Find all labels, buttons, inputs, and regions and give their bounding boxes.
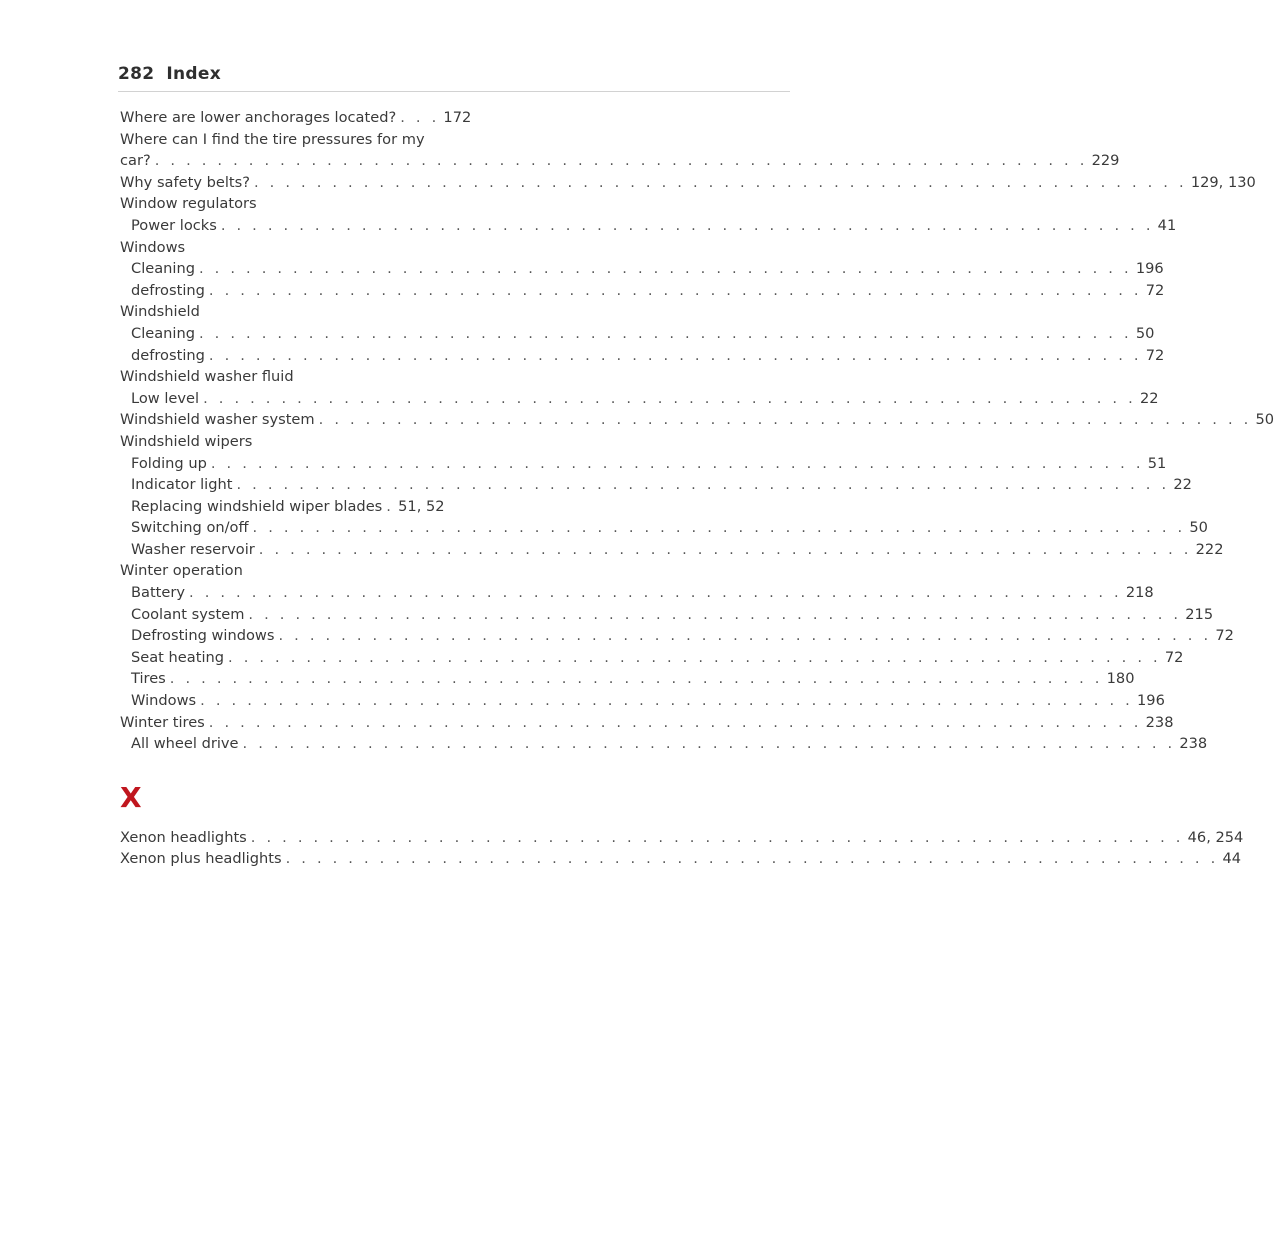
index-entry: [120, 107, 472, 129]
entry-label: Indicator light: [131, 476, 233, 494]
index-subentry: [120, 280, 1165, 302]
index-subentry: [120, 258, 1164, 280]
entry-page: 41: [1157, 216, 1177, 234]
leader-dots: . . . . . . . . . . . . . . . . . . . . . . . . . . . . . . . . . . . . . . . . . . . . . . . . . . . . . . . . . . . .: [258, 540, 1192, 558]
entry-label: defrosting: [131, 346, 205, 364]
index-list-x: [120, 827, 1244, 870]
index-list-w: [120, 107, 1274, 755]
index-entry: [120, 848, 1242, 870]
index-subentry: [120, 647, 1184, 669]
entry-label: Battery: [131, 584, 186, 602]
entry-label: Switching on/off: [131, 519, 249, 537]
leader-dots: . . . . . . . . . . . . . . . . . . . . . . . . . . . . . . . . . . . . . . . . . . . . . . . . . . . . . . . . . . . .: [253, 173, 1187, 191]
entry-page: 180: [1106, 670, 1135, 688]
entry-label: Windows: [131, 692, 197, 710]
leader-dots: . . . . . . . . . . . . . . . . . . . . . . . . . . . . . . . . . . . . . . . . . . . . . . . . . . . . . . . . . . . .: [198, 324, 1132, 342]
entry-page: 72: [1145, 346, 1165, 364]
entry-page: 22: [1173, 476, 1192, 494]
index-subentry: [120, 582, 1154, 604]
leader-dots: . . . . . . . . . . . . . . . . . . . . . . . . . . . . . . . . . . . . . . . . . . . . . . . . . . . . . . . . . . . .: [248, 605, 1182, 623]
index-entry: [120, 409, 1274, 431]
entry-label: Defrosting windows: [131, 627, 275, 645]
leader-dots: . . . . . . . . . . . . . . . . . . . . . . . . . . . . . . . . . . . . . . . . . . . . . . . . . . . . . . . . . . . .: [169, 670, 1103, 688]
entry-page: 238: [1179, 735, 1208, 753]
entry-page: 72: [1215, 627, 1234, 645]
entry-page: 215: [1185, 605, 1214, 623]
entry-label: Coolant system: [131, 605, 245, 623]
index-entry: [120, 827, 1244, 849]
index-entry: [120, 150, 1120, 172]
leader-dots: . . . . . . . . . . . . . . . . . . . . . . . . . . . . . . . . . . . . . . . . . . . . . . . . . . . . . . . . . . . .: [198, 260, 1132, 278]
index-subentry: [120, 517, 1208, 539]
leader-dots: . . . . . . . . . . . . . . . . . . . . . . . . . . . . . . . . . . . . . . . . . . . . . . . . . . . . . . . . . . . .: [208, 281, 1142, 299]
index-subentry: [120, 668, 1135, 690]
page-number: 282: [118, 64, 155, 84]
index-heading: Windshield wipers: [120, 432, 253, 450]
leader-dots: . . . . . . . . . . . . . . . . . . . . . . . . . . . . . . . . . . . . . . . . . . . . . . . . . . . . . . . . . . . .: [200, 692, 1133, 710]
entry-page: 51, 52: [398, 497, 445, 515]
leader-dots: . . . . . . . . . . . . . . . . . . . . . . . . . . . . . . . . . . . . . . . . . . . . . . . . . . . . . . . . . . . .: [278, 627, 1212, 645]
index-subentry: [120, 690, 1165, 712]
index-subentry: [120, 345, 1165, 367]
entry-page: 22: [1139, 389, 1159, 407]
entry-label: Xenon plus headlights: [120, 850, 282, 868]
page-header: [118, 64, 221, 84]
index-column: [120, 107, 1274, 870]
leader-dots: .: [386, 497, 395, 515]
entry-page: 229: [1091, 152, 1120, 170]
entry-label: Cleaning: [131, 324, 195, 342]
leader-dots: . . . . . . . . . . . . . . . . . . . . . . . . . . . . . . . . . . . . . . . . . . . . . . . . . . . . . . . . . . . .: [250, 828, 1184, 846]
entry-label: defrosting: [131, 281, 205, 299]
leader-dots: . . . . . . . . . . . . . . . . . . . . . . . . . . . . . . . . . . . . . . . . . . . . . . . . . . . . . . . . . . . .: [228, 648, 1161, 666]
entry-label: Seat heating: [131, 648, 225, 666]
entry-page: 196: [1135, 260, 1164, 278]
entry-label: Cleaning: [131, 260, 195, 278]
entry-label: Tires: [131, 670, 166, 688]
entry-page: 50: [1135, 324, 1155, 342]
entry-label: Winter tires: [120, 713, 205, 731]
leader-dots: . . . . . . . . . . . . . . . . . . . . . . . . . . . . . . . . . . . . . . . . . . . . . . . . . . . . . . . . . . . .: [154, 152, 1088, 170]
index-heading: Winter operation: [120, 562, 243, 580]
entry-page: 218: [1125, 584, 1154, 602]
entry-label: Replacing windshield wiper blades: [131, 497, 383, 515]
entry-label: Washer reservoir: [131, 540, 255, 558]
leader-dots: . . . . . . . . . . . . . . . . . . . . . . . . . . . . . . . . . . . . . . . . . . . . . . . . . . . . . . . . . . . .: [242, 735, 1176, 753]
index-entry: [120, 172, 1256, 194]
leader-dots: . . . . . . . . . . . . . . . . . . . . . . . . . . . . . . . . . . . . . . . . . . . . . . . . . . . . . . . . . . . .: [208, 713, 1142, 731]
entry-label: car?: [120, 152, 151, 170]
leader-dots: . . . . . . . . . . . . . . . . . . . . . . . . . . . . . . . . . . . . . . . . . . . . . . . . . . . . . . . . . . . .: [318, 411, 1252, 429]
index-subentry: [120, 215, 1177, 237]
leader-dots: . . . . . . . . . . . . . . . . . . . . . . . . . . . . . . . . . . . . . . . . . . . . . . . . . . . . . . . . . . . .: [220, 216, 1154, 234]
entry-page: 222: [1195, 540, 1224, 558]
leader-dots: . . . . . . . . . . . . . . . . . . . . . . . . . . . . . . . . . . . . . . . . . . . . . . . . . . . . . . . . . . . .: [210, 454, 1144, 472]
index-heading: Window regulators: [120, 195, 257, 213]
page-title: Index: [166, 64, 221, 84]
entry-page: 46, 254: [1187, 828, 1244, 846]
index-subentry: [120, 625, 1234, 647]
index-subentry: [120, 474, 1192, 496]
entry-page: 196: [1137, 692, 1165, 710]
section-letter: X: [120, 780, 142, 814]
entry-page: 238: [1145, 713, 1174, 731]
entry-label: Power locks: [131, 216, 217, 234]
leader-dots: . . . . . . . . . . . . . . . . . . . . . . . . . . . . . . . . . . . . . . . . . . . . . . . . . . . . . . . . . . . .: [203, 389, 1136, 407]
index-heading: Windshield: [120, 303, 200, 321]
entry-page: 72: [1145, 281, 1165, 299]
header-rule: [118, 91, 790, 92]
entry-page: 129, 130: [1190, 173, 1256, 191]
index-subentry: [120, 539, 1224, 561]
leader-dots: . . . . . . . . . . . . . . . . . . . . . . . . . . . . . . . . . . . . . . . . . . . . . . . . . . . . . . . . . . . .: [252, 519, 1186, 537]
index-subentry: [120, 733, 1208, 755]
entry-page: 50: [1189, 519, 1208, 537]
entry-page: 51: [1147, 454, 1167, 472]
entry-page: 50: [1255, 411, 1274, 429]
entry-page: 172: [443, 109, 472, 126]
leader-dots: . . . . . . . . . . . . . . . . . . . . . . . . . . . . . . . . . . . . . . . . . . . . . . . . . . . . . . . . . . . .: [236, 476, 1170, 494]
entry-label: Windshield washer system: [120, 411, 315, 429]
index-entry-line: Where can I find the tire pressures for my: [120, 130, 425, 148]
entry-label: Xenon headlights: [120, 828, 247, 846]
leader-dots: . . . . . . . . . . . . . . . . . . . . . . . . . . . . . . . . . . . . . . . . . . . . . . . . . . . . . . . . . . . .: [208, 346, 1142, 364]
index-entry: [120, 712, 1174, 734]
index-subentry: [120, 323, 1155, 345]
entry-label: All wheel drive: [131, 735, 239, 753]
index-subentry: [120, 388, 1159, 410]
index-heading: Windows: [120, 238, 186, 256]
entry-label: Why safety belts?: [120, 173, 250, 191]
entry-label: Folding up: [131, 454, 207, 472]
entry-page: 72: [1164, 648, 1184, 666]
index-heading: Windshield washer fluid: [120, 368, 294, 386]
leader-dots: . . .: [400, 109, 440, 126]
entry-label: Low level: [131, 389, 200, 407]
leader-dots: . . . . . . . . . . . . . . . . . . . . . . . . . . . . . . . . . . . . . . . . . . . . . . . . . . . . . . . . . . . .: [189, 584, 1122, 602]
index-subentry: [120, 496, 445, 518]
entry-label: Where are lower anchorages located?: [120, 109, 397, 126]
index-subentry: [120, 453, 1167, 475]
index-subentry: [120, 604, 1214, 626]
entry-page: 44: [1222, 850, 1242, 868]
leader-dots: . . . . . . . . . . . . . . . . . . . . . . . . . . . . . . . . . . . . . . . . . . . . . . . . . . . . . . . . . . . .: [285, 850, 1219, 868]
